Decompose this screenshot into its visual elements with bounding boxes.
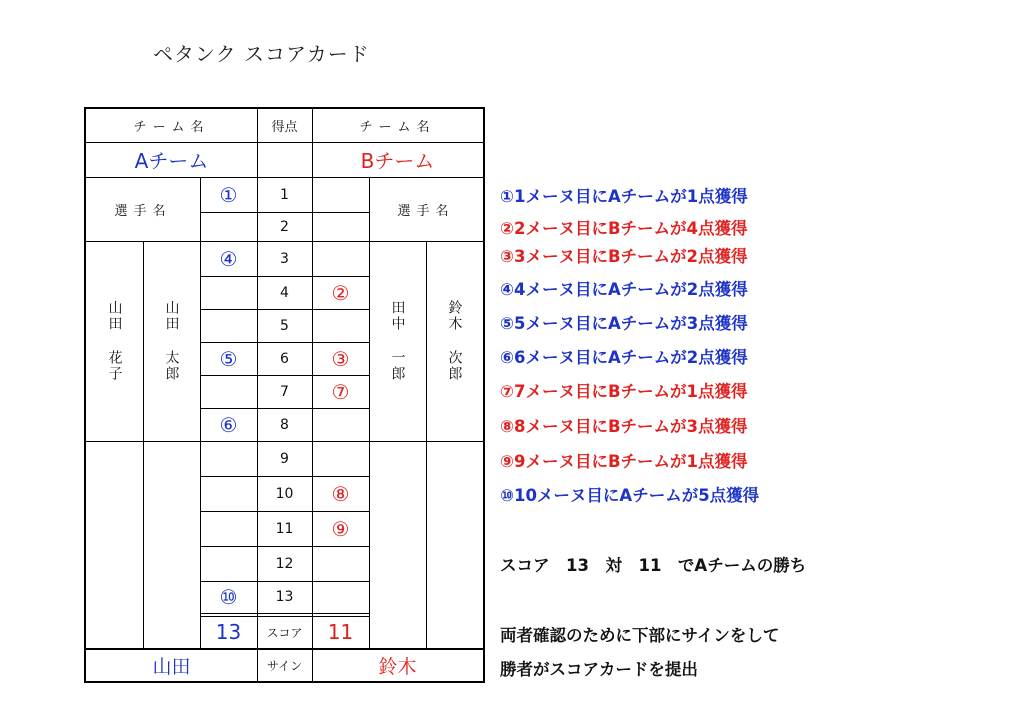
player-b2-name: 鈴木 次郎 [446, 300, 463, 382]
row-4-team-a [200, 276, 257, 309]
row-9-team-a [200, 441, 257, 476]
row-1-team-a: ① [219, 182, 238, 207]
row-6-team-b: ③ [331, 346, 350, 371]
player-a1 [86, 241, 143, 441]
row-5-team-a [200, 309, 257, 342]
note-7: ⑦7メーヌ目にBチームが1点獲得 [500, 382, 748, 401]
row-3-team-a: ④ [219, 246, 238, 271]
row-2-team-b [312, 212, 369, 241]
note-8: ⑧8メーヌ目にBチームが3点獲得 [500, 417, 748, 436]
row-12-team-a [200, 546, 257, 581]
row-8-team-b [312, 408, 369, 441]
row-9-number: 9 [280, 450, 289, 467]
row-13-team-b [312, 581, 369, 613]
note-10: ⑩10メーヌ目にAチームが5点獲得 [500, 486, 760, 505]
page-title: ペタンク スコアカード [153, 42, 370, 66]
score-total-a: 13 [215, 620, 242, 644]
note-4: ④4メーヌ目にAチームが2点獲得 [500, 280, 748, 299]
note-3: ③3メーヌ目にBチームが2点獲得 [500, 247, 748, 266]
sign-team-b: 鈴木 [378, 656, 417, 678]
row-5-number: 5 [280, 317, 289, 334]
row-5-team-b [312, 309, 369, 342]
row-6-number: 6 [280, 350, 289, 367]
team-name-header-right: チーム名 [359, 120, 436, 135]
row-2-team-a [200, 212, 257, 241]
row-12-team-b [312, 546, 369, 581]
result-summary: スコア 13 対 11 でAチームの勝ち [500, 556, 807, 575]
player-b2 [426, 241, 483, 441]
row-8-number: 8 [280, 416, 289, 433]
instruction-line-2: 勝者がスコアカードを提出 [500, 660, 698, 679]
row-11-team-b: ⑨ [331, 516, 350, 541]
row-1-team-b [312, 177, 369, 212]
score-total-label: スコア [266, 625, 303, 640]
row-2-number: 2 [280, 218, 289, 235]
row-11-number: 11 [275, 520, 294, 537]
row-7-number: 7 [280, 383, 289, 400]
row-3-number: 3 [280, 250, 289, 267]
score-total-b: 11 [327, 620, 354, 644]
player-label-left: 選手名 [114, 203, 172, 219]
player-a2 [143, 241, 200, 441]
row-11-team-a [200, 511, 257, 546]
score-header: 得点 [271, 120, 298, 135]
player-b1-name: 田中 一郎 [389, 300, 406, 382]
row-7-team-b: ⑦ [331, 379, 350, 404]
row-10-team-a [200, 476, 257, 511]
grid-line [200, 613, 369, 614]
player-a1-name: 山田 花子 [106, 300, 123, 382]
note-1: ①1メーヌ目にAチームが1点獲得 [500, 187, 748, 206]
note-9: ⑨9メーヌ目にBチームが1点獲得 [500, 452, 748, 471]
score-card [84, 107, 485, 683]
row-4-team-b: ② [331, 280, 350, 305]
row-3-team-b [312, 241, 369, 276]
player-a2-name: 山田 太郎 [163, 300, 180, 382]
row-6-team-a: ⑤ [219, 346, 238, 371]
sign-team-a: 山田 [152, 656, 191, 678]
player-b1 [369, 241, 426, 441]
row-12-number: 12 [275, 555, 294, 572]
team-b-name: Bチーム [360, 149, 435, 173]
note-6: ⑥6メーヌ目にAチームが2点獲得 [500, 348, 748, 367]
row-13-number: 13 [275, 589, 294, 605]
row-4-number: 4 [280, 284, 289, 301]
row-10-number: 10 [275, 485, 294, 502]
team-a-name: Aチーム [134, 149, 209, 173]
row-13-team-a: ⑩ [219, 585, 238, 609]
row-1-number: 1 [280, 186, 289, 203]
row-10-team-b: ⑧ [331, 481, 350, 506]
row-8-team-a: ⑥ [219, 412, 238, 437]
sign-label: サイン [266, 659, 303, 673]
row-7-team-a [200, 375, 257, 408]
note-5: ⑤5メーヌ目にAチームが3点獲得 [500, 314, 748, 333]
instruction-line-1: 両者確認のために下部にサインをして [500, 626, 780, 645]
player-label-right: 選手名 [397, 203, 455, 219]
row-9-team-b [312, 441, 369, 476]
team-name-header-left: チーム名 [133, 120, 210, 135]
note-2: ②2メーヌ目にBチームが4点獲得 [500, 219, 748, 238]
